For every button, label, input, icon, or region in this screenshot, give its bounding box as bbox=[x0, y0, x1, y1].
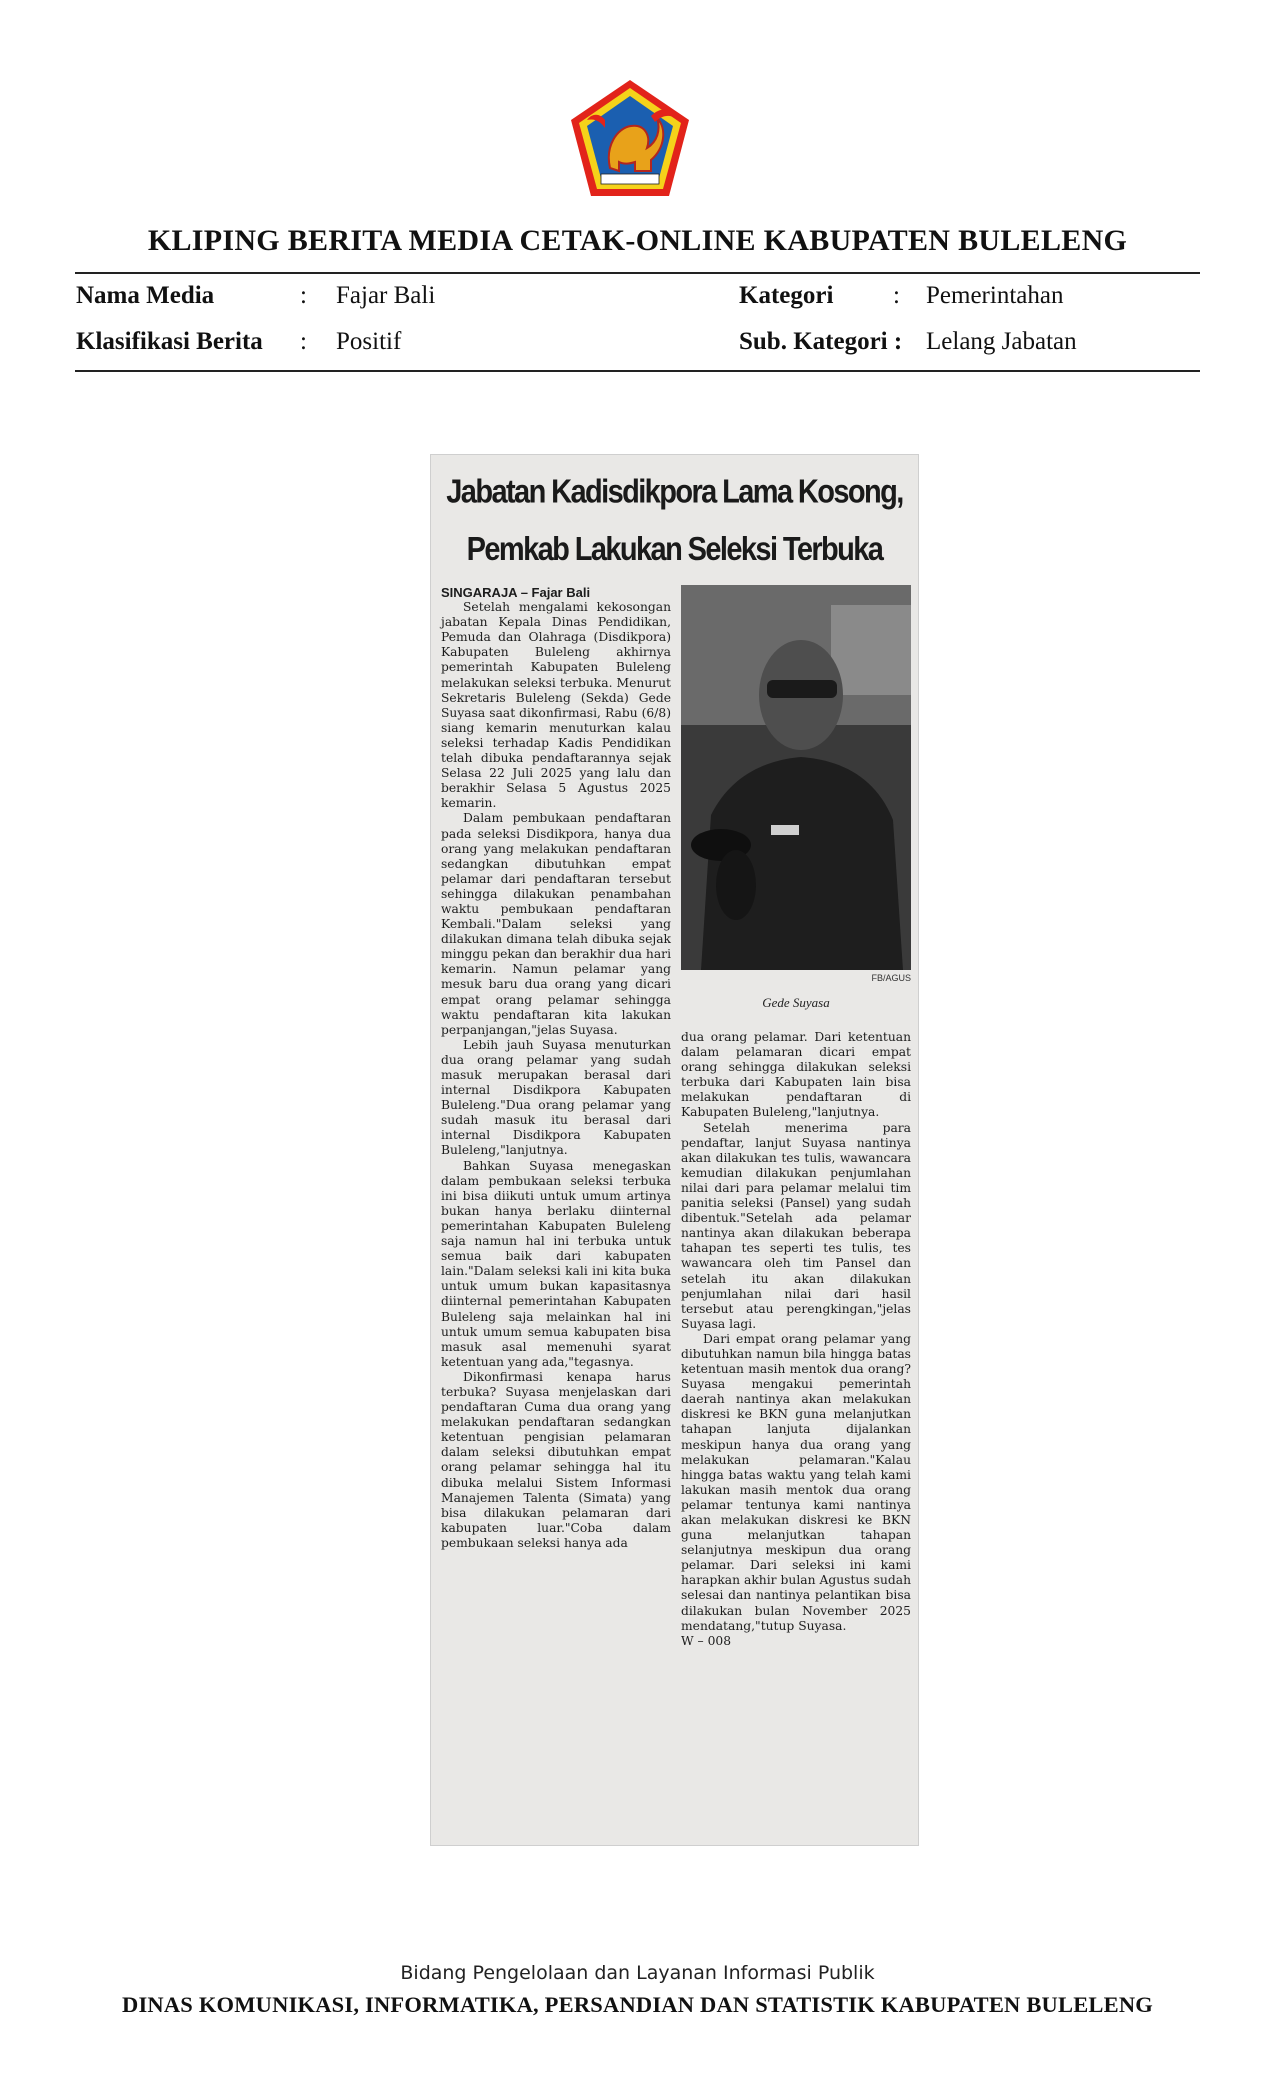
paragraph: Lebih jauh Suyasa menuturkan dua orang pelamar yang sudah masuk merupakan berasal dari internal Disdikpora Kabupaten Buleleng."Dua orang pelamar yang sudah masuk itu berasal dari internal Disdikpora Kabupaten Buleleng,"lanjutnya. bbox=[441, 1037, 671, 1158]
paragraph: Dikonfirmasi kenapa harus terbuka? Suyasa menjelaskan dari pendaftaran Cuma dua orang yang melakukan pendaftaran sedangkan ketentuan pengisian pelamaran dalam seleksi dibutuhkan empat orang pelamar sehingga hal itu dibuka melalui Sistem Informasi Manajemen Talenta (Simata) yang bisa dilakukan pelamaran dari kabupaten luar."Coba dalam pembukaan seleksi hanya ada bbox=[441, 1369, 671, 1550]
klasifikasi-label: Klasifikasi Berita bbox=[76, 328, 263, 355]
footer-division: Bidang Pengelolaan dan Layanan Informasi Publik bbox=[400, 1962, 875, 1984]
media-colon: : bbox=[300, 282, 307, 309]
headline-line-1: Jabatan Kadisdikpora Lama Kosong, bbox=[446, 473, 903, 511]
article-column-1 bbox=[441, 585, 671, 1551]
newspaper-clipping bbox=[430, 454, 919, 1846]
article-column-2 bbox=[681, 1030, 911, 1649]
article-signature: W – 008 bbox=[681, 1633, 732, 1648]
paragraph: dua orang pelamar. Dari ketentuan dalam pelamaran dicari empat orang sehingga dilakukan seleksi terbuka dari Kabupaten lain bisa melakukan pendaftaran di Kabupaten Buleleng,"lanjutnya. bbox=[681, 1030, 911, 1120]
kategori-colon: : bbox=[893, 282, 900, 309]
klasifikasi-value: Positif bbox=[336, 328, 402, 355]
paragraph: Setelah mengalami kekosongan jabatan Kepala Dinas Pendidikan, Pemuda dan Olahraga (Disdikpora) Kabupaten Buleleng akhirnya pemerintah Kabupaten Buleleng melakukan seleksi terbuka. Menurut Sekretaris Buleleng (Sekda) Gede Suyasa saat dikonfirmasi, Rabu (6/8) siang kemarin menuturkan kalau seleksi terhadap Kadis Pendidikan telah dibuka pendaftarannya sejak Selasa 22 Juli 2025 yang lalu dan berakhir Selasa 5 Agustus 2025 kemarin. bbox=[441, 600, 671, 811]
klasifikasi-colon: : bbox=[300, 328, 307, 355]
paragraph: Dalam pembukaan pendaftaran pada seleksi Disdikpora, hanya dua orang yang melakukan pendaftaran sedangkan dibutuhkan empat pelamar dari pendaftaran tersebut sehingga dilakukan penambahan waktu pembukaan pendaftaran Kembali."Dalam seleksi yang dilakukan dimana telah dibuka sejak minggu pekan dan berakhir dua hari kemarin. Namun pelamar yang mesuk baru dua orang yang dicari empat orang pelamar sehingga waktu pendaftaran kita lakukan perpanjangan,"jelas Suyasa. bbox=[441, 811, 671, 1037]
article-headline bbox=[431, 464, 918, 579]
header-divider-top bbox=[75, 272, 1200, 274]
kategori-label: Kategori bbox=[739, 282, 834, 309]
article-photo bbox=[681, 585, 911, 970]
headline-line-2: Pemkab Lakukan Seleksi Terbuka bbox=[466, 531, 883, 569]
header-divider-bottom bbox=[75, 370, 1200, 372]
paragraph: Bahkan Suyasa menegaskan dalam pembukaan seleksi terbuka ini bisa diikuti untuk umum artinya bukan hanya berlaku diinternal pemerintahan Kabupaten Buleleng saja namun hal ini terbuka untuk semua baik dari kabupaten lain."Dalam seleksi kali ini kita buka untuk umum bukan kapasitasnya diinternal pemerintahan Kabupaten Buleleng saja melainkan hal ini untuk umum semua kabupaten bisa masuk asal memenuhi syarat ketentuan yang ada,"tegasnya. bbox=[441, 1158, 671, 1369]
photo-caption: Gede Suyasa bbox=[762, 995, 830, 1010]
footer-agency: DINAS KOMUNIKASI, INFORMATIKA, PERSANDIAN DAN STATISTIK KABUPATEN BULELENG bbox=[122, 1992, 1153, 2017]
paragraph: Setelah menerima para pendaftar, lanjut Suyasa nantinya akan dilakukan tes tulis, wawancara kemudian dilakukan penjumlahan nilai dari para pelamar melalui tim panitia seleksi (Pansel) yang sudah dibentuk."Setelah ada pelamar nantinya akan dilakukan beberapa tahapan tes seperti tes tulis, tes wawancara oleh tim Pansel dan setelah itu akan dilakukan penjumlahan nilai dari hasil tersebut atau perengkingan,"jelas Suyasa lagi. bbox=[681, 1120, 911, 1331]
page-title: KLIPING BERITA MEDIA CETAK-ONLINE KABUPATEN BULELENG bbox=[147, 224, 1128, 257]
media-label: Nama Media bbox=[76, 282, 215, 309]
buleleng-emblem-logo bbox=[565, 76, 695, 200]
kategori-value: Pemerintahan bbox=[926, 282, 1064, 309]
media-value: Fajar Bali bbox=[336, 282, 436, 309]
article-dateline: SINGARAJA – Fajar Bali bbox=[441, 585, 591, 600]
sub-kategori-value: Lelang Jabatan bbox=[926, 328, 1077, 355]
sub-kategori-label: Sub. Kategori : bbox=[739, 328, 903, 355]
paragraph: Dari empat orang pelamar yang dibutuhkan namun bila hingga batas ketentuan masih mentok dua orang? Suyasa mengakui pemerintah daerah nantinya akan melakukan diskresi ke BKN guna melanjutkan tahapan lanjuta dijalankan meskipun hanya dua orang yang melakukan pelamaran."Kalau hingga batas waktu yang telah kami lakukan masih mentok dua orang pelamar tentunya kami nantinya akan melakukan diskresi ke BKN guna melanjutkan tahapan selanjutnya meskipun dua orang pelamar. Dari seleksi ini kami harapkan akhir bulan Agustus sudah selesai dan nantinya pelantikan bisa dilakukan bulan November 2025 mendatang,"tutup Suyasa. bbox=[681, 1331, 911, 1633]
photo-credit: FB/AGUS bbox=[871, 973, 911, 983]
